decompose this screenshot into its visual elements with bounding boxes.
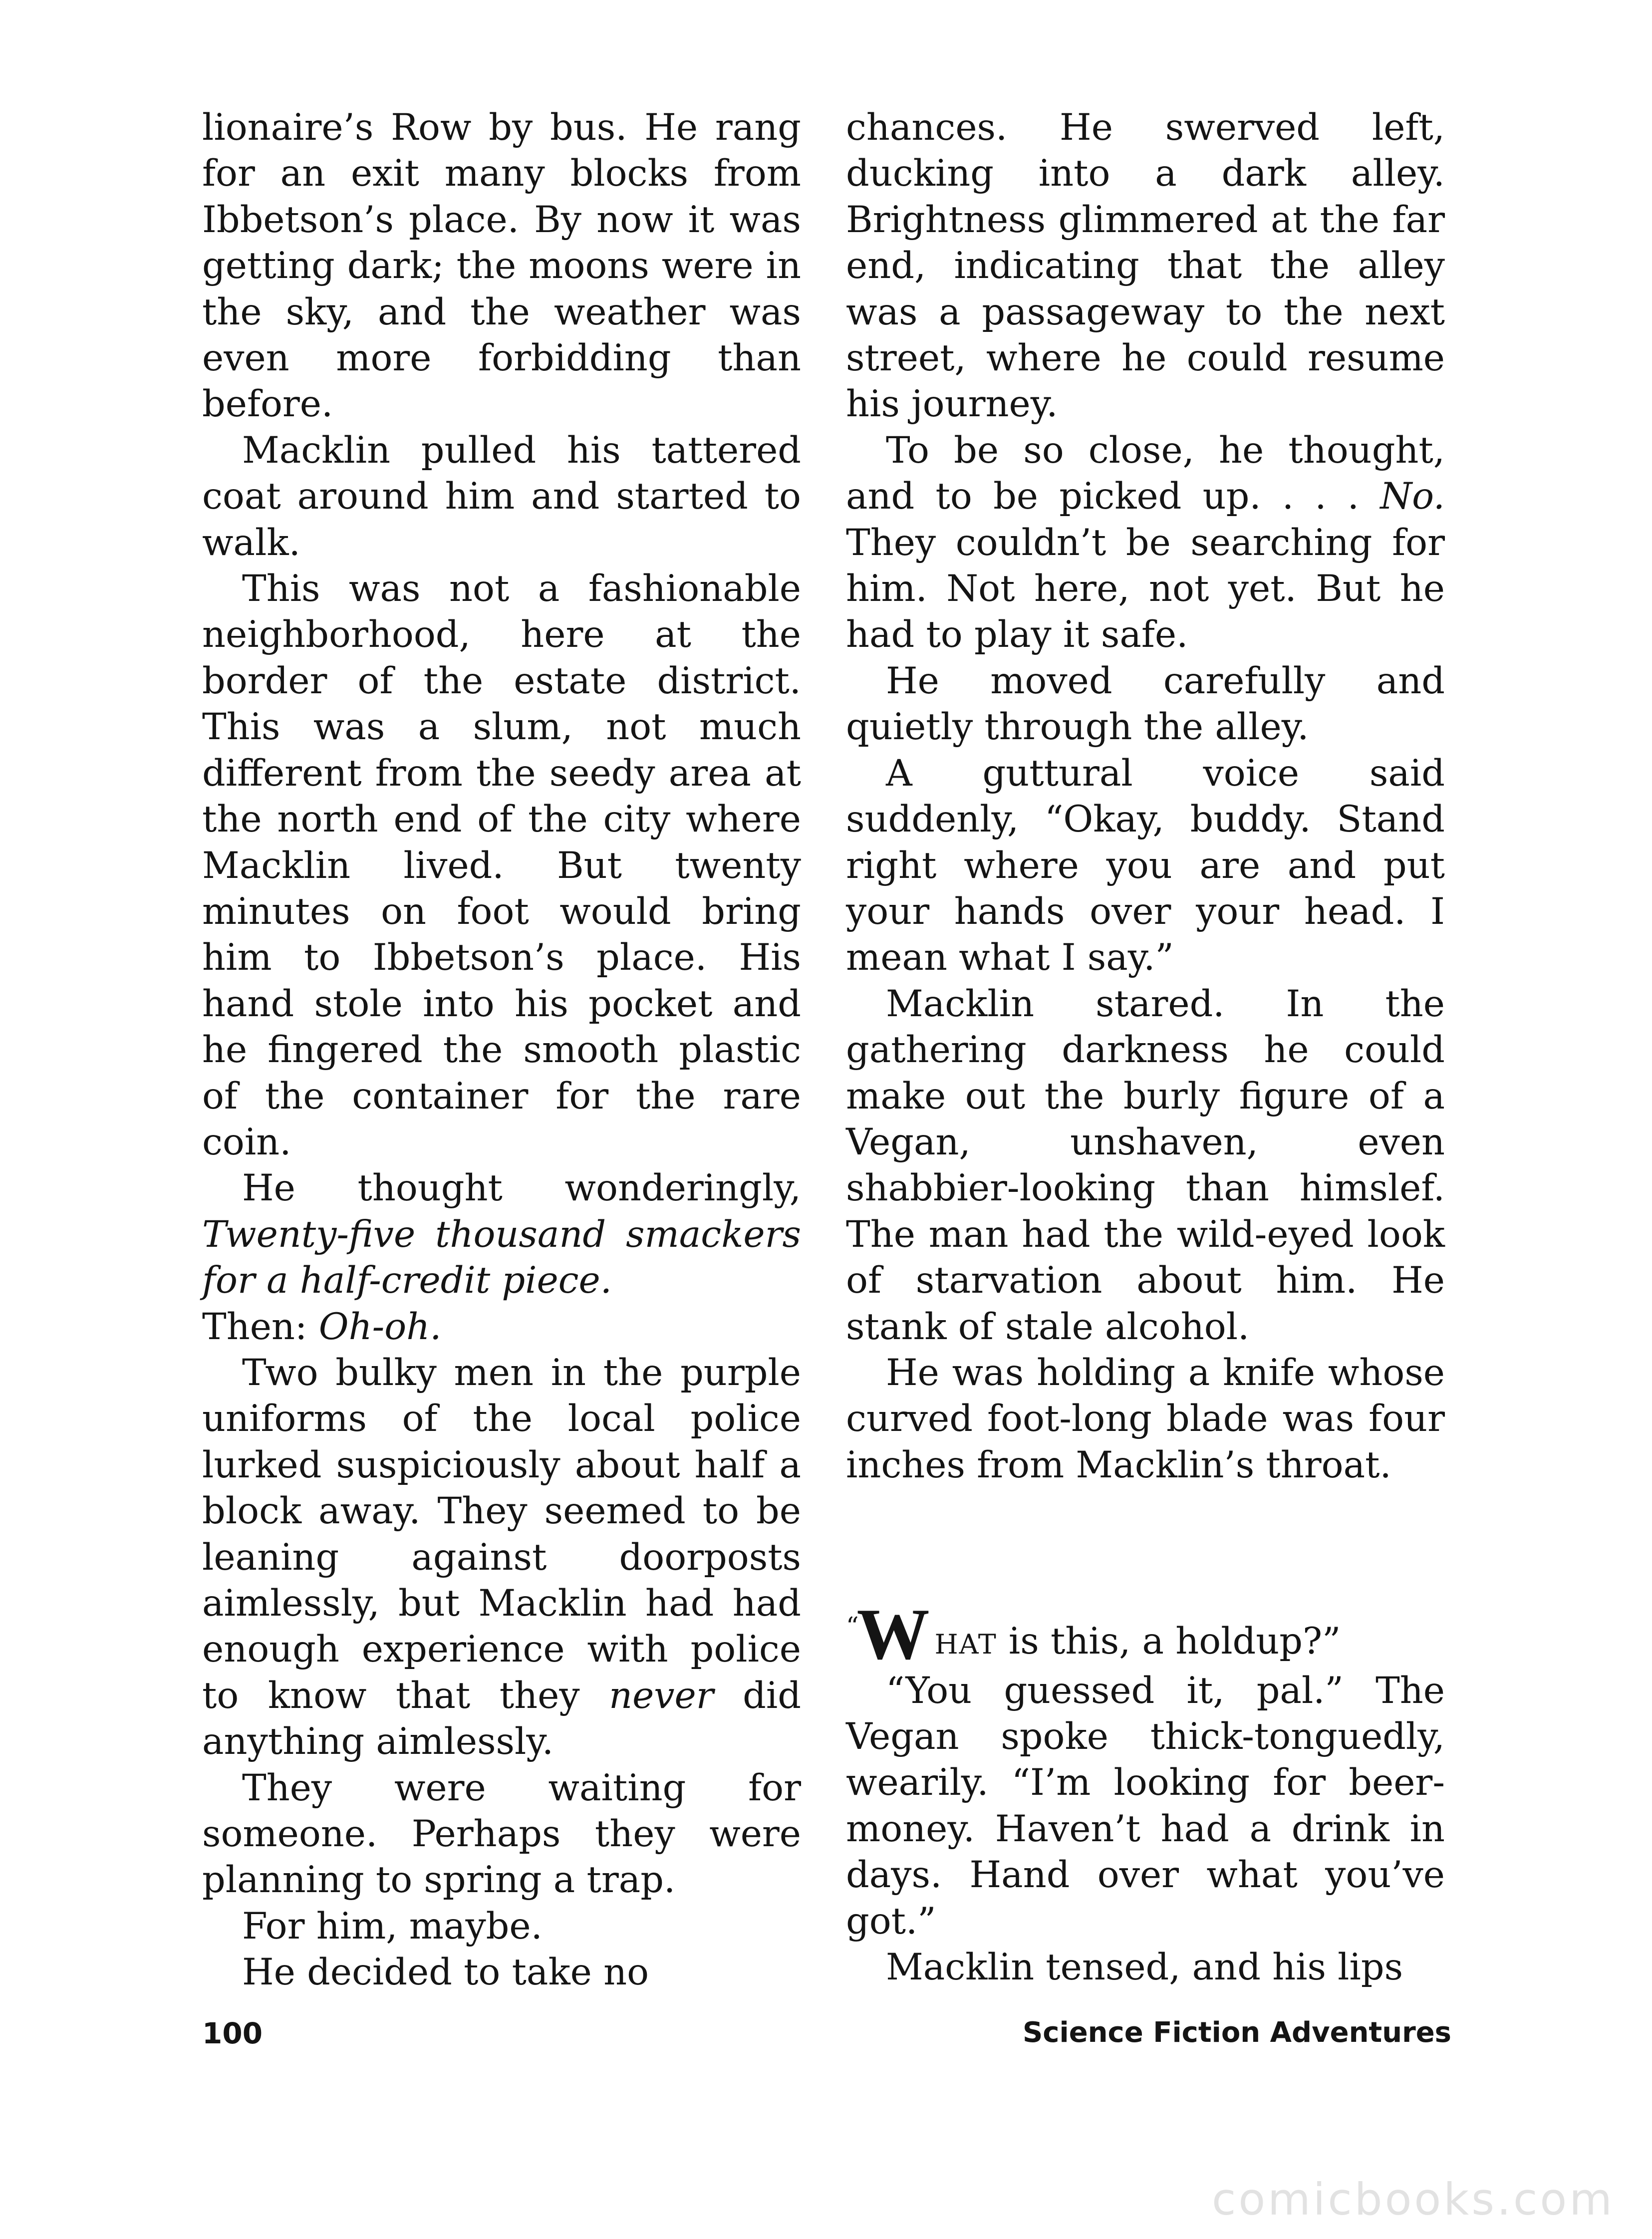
section-break: [846, 1488, 1445, 1603]
paragraph: For him, maybe.: [242, 1905, 543, 1948]
paragraph: [202, 1350, 801, 1765]
paragraph: He moved carefully and quietly through the alley.: [846, 659, 1445, 749]
opening-quote: “: [846, 1612, 859, 1641]
paragraph: chances. He swerved left, ducking into a dark alley. Brightness glimmered at the far end, indicating that the alley was a passageway to the next street, where he could resume his journey.: [846, 106, 1445, 426]
paragraph-text: Then:: [202, 1305, 319, 1348]
italic-text: Oh-oh.: [318, 1305, 442, 1348]
paragraph-text: He thought wonderingly,: [242, 1167, 801, 1210]
paragraph-text: Two bulky men in the purple uniforms of the local police lurked suspiciously about half a block away. They seemed to be leaning against doorposts aimlessly, but Macklin had had enough experience with police to know that they: [202, 1351, 801, 1717]
small-caps-text: HAT: [934, 1629, 997, 1661]
paragraph: Macklin tensed, and his lips: [886, 1946, 1403, 1989]
italic-text: No.: [1380, 475, 1445, 518]
italic-text: never: [609, 1674, 714, 1717]
magazine-title: Science Fiction Adventures: [1022, 2016, 1451, 2049]
paragraph: “You guessed it, pal.” The Vegan spoke thick-tonguedly, wearily. “I’m looking for beer-money. Haven’t had a drink in days. Hand over what you’ve got.”: [846, 1669, 1445, 1943]
page-number: 100: [202, 2016, 263, 2050]
paragraph: This was not a fashionable neighborhood, here at the border of the estate district. This was a slum, not much different from the seedy area at the north end of the city where Macklin lived. But twenty minutes on foot would bring him to Ibbetson’s place. His hand stole into his pocket and he fingered the smooth plastic of the container for the rare coin.: [202, 567, 801, 1163]
paragraph: lionaire’s Row by bus. He rang for an exit many blocks from Ibbetson’s place. By now it was getting dark; the moons were in the sky, and the weather was even more forbidding than before.: [202, 106, 801, 426]
paragraph-text: They couldn’t be searching for him. Not here, not yet. But he had to play it safe.: [846, 521, 1445, 656]
paragraph-text: is this, a holdup?”: [997, 1620, 1341, 1663]
paragraph: [202, 1304, 801, 1350]
watermark: comicbooks.com: [1211, 2174, 1615, 2225]
paragraph: A guttural voice said suddenly, “Okay, buddy. Stand right where you are and put your hands over your head. I mean what I say.”: [846, 752, 1445, 979]
paragraph: [202, 1165, 801, 1304]
italic-text: Twenty-five thousand smackers for a half-credit piece.: [202, 1213, 801, 1302]
paragraph: They were waiting for someone. Perhaps they were planning to spring a trap.: [202, 1766, 801, 1902]
paragraph: [846, 428, 1445, 658]
drop-cap: W: [856, 1594, 930, 1675]
paragraph: [846, 1594, 1445, 1675]
left-text-column: [202, 105, 801, 1996]
right-text-column: [846, 105, 1445, 1990]
paragraph-text: To be so close, he thought, and to be picked up. . . .: [846, 429, 1445, 518]
paragraph: He was holding a knife whose curved foot-long blade was four inches from Macklin’s throat.: [846, 1351, 1445, 1486]
paragraph: He decided to take no: [242, 1951, 649, 1994]
paragraph-text: did anything aimlessly.: [202, 1674, 801, 1763]
paragraph: Macklin stared. In the gathering darkness he could make out the burly figure of a Vegan, unshaven, even shabbier-looking than himslef. The man had the wild-eyed look of starvation about him. He stank of stale alcohol.: [846, 982, 1445, 1348]
paragraph: Macklin pulled his tattered coat around him and started to walk.: [202, 429, 801, 564]
